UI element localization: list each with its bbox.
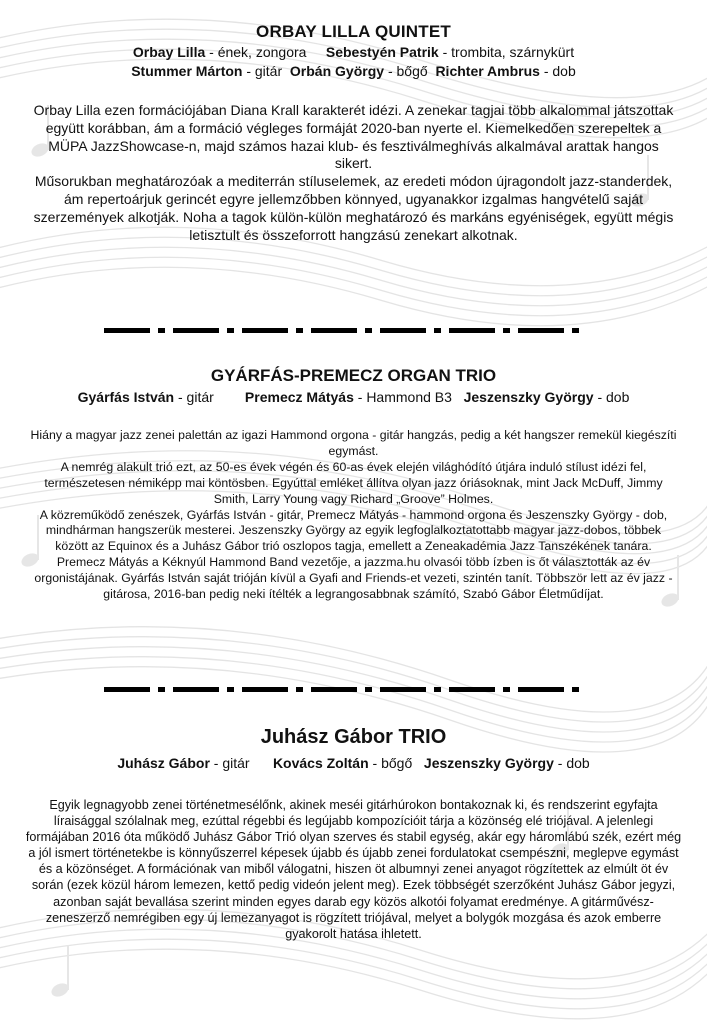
- member-name: Kovács Zoltán: [272, 755, 369, 771]
- member-role: - gitár: [174, 389, 214, 405]
- member-name: Richter Ambrus: [435, 63, 540, 79]
- member-name: Stummer Márton: [131, 63, 243, 79]
- member-role: - dob: [539, 63, 576, 79]
- description-paragraph: A közreműködő zenészek, Gyárfás István - gitár, Premecz Mátyás - hammond orgona és Jeszenszky György - dob, mindhárman hangszerük mesterei. Jeszenszky György az egyik legfoglalkoztatottabb magyar jazz-dobos, többek között az Equinox és a Juhász Gábor trió oszlopos tagja, emellett a Zeneakadémia Jazz Tanszékének tanára. Premecz Mátyás a Kéknyúl Hammond Band vezetője, a jazzma.hu olvasói több ízben is őt választották az év orgonistájának. Gyárfás István saját trióján kívül a Gyafi and Friends-et vezeti, szintén tanít. Többször lett az év jazz - gitárosa, 2016-ban pedig neki ítélték a legrangosabbnak számító, Szabó Gábor Életműdíjat.: [34, 507, 673, 602]
- member-name: Juhász Gábor: [117, 755, 210, 771]
- description-paragraph: Hiány a magyar jazz zenei palettán az igazi Hammond orgona - gitár hangzás, pedig a két hangszer remekül kiegészíti egymást.: [30, 428, 677, 458]
- section-description-gyarfas: [30, 428, 677, 603]
- member-role: - gitár: [209, 755, 250, 771]
- member-name: Sebestyén Patrik: [325, 44, 439, 60]
- member-role: - ének, zongora: [205, 44, 307, 60]
- member-role: - dob: [593, 389, 630, 405]
- member-name: Jeszenszky György: [423, 755, 554, 771]
- section-divider: [0, 326, 707, 336]
- members-line-1: [0, 44, 707, 60]
- members-line: [0, 389, 707, 405]
- description-paragraph: A nemrég alakult trió ezt, az 50-es évek végén és 60-as évek elején világhódító útjára induló stílust idézi fel, természetesen némiképp mai köntösben. Egyúttal emléket állítva olyan jazz óriásoknak, mint Jack McDuff, Jimmy Smith, Larry Young vagy Richard „Groove” Holmes.: [44, 459, 663, 506]
- members-line: [0, 755, 707, 771]
- member-name: Orbán György: [289, 63, 385, 79]
- member-name: Jeszenszky György: [463, 389, 594, 405]
- section-title-gyarfas: GYÁRFÁS-PREMECZ ORGAN TRIO: [210, 366, 497, 385]
- section-title-orbay: ORBAY LILLA QUINTET: [256, 22, 451, 41]
- member-role: - bőgő: [384, 63, 428, 79]
- member-name: Orbay Lilla: [132, 44, 206, 60]
- description-paragraph: Egyik legnagyobb zenei történetmesélőnk, akinek meséi gitárhúrokon bontakoznak ki, és rendszerint egyfajta líraisággal szólalnak meg, ezúttal régebbi és legújabb kompozícióit tárja a közönség elé triójával. A jelenlegi formájában 2016 óta működő Juhász Gábor Trió olyan szerves és stabil egység, akár egy háromlábú szék, ezért még a jól ismert történetekbe is könnyűszerrel képesek újabb és újabb zenei fordulatokat csempészni, meglepve egymást és a közönséget. A formációnak van miből válogatni, hiszen öt albumnyi zenei anyagot rögzítettek az elmúlt öt év során (ezek közül három lemezen, kettő pedig videón jelent meg). Ezek többségét szerzőként Juhász Gábor jegyzi, azonban saját bevallása szerint minden egyes darab egy közös alkotói folyamat eredménye. A gitárművész-zeneszerző nemrégiben egy új lemezanyagot is rögzített triójával, melyet a bolygók mozgása és azok emberre gyakorolt hatása ihletett.: [25, 798, 682, 941]
- section-divider: [0, 685, 707, 695]
- member-role: - Hammond B3: [353, 389, 452, 405]
- members-line-2: [0, 63, 707, 79]
- member-role: - trombita, szárnykürt: [438, 44, 575, 60]
- member-name: Premecz Mátyás: [244, 389, 354, 405]
- section-description-orbay: [30, 102, 677, 244]
- member-role: - gitár: [242, 63, 283, 79]
- member-role: - dob: [553, 755, 590, 771]
- description-paragraph: Orbay Lilla ezen formációjában Diana Krall karakterét idézi. A zenekar tagjai több alkalommal játszottak együtt korábban, ám a formáció végleges formáját 2020-ban nyerte el. Kiemelkedően szerepeltek a MÜPA JazzShowcase-n, majd számos hazai klub- és fesztiválmeghívás alkalmával arattak hangos sikert.: [33, 102, 674, 172]
- description-paragraph: Műsorukban meghatározóak a mediterrán stíluselemek, az eredeti módon újragondolt jazz-standerdek, ám repertoárjuk gerincét egyre jellemzőbben könnyed, ugyanakkor izgalmas hangvételű saját szerzemények alkotják. Noha a tagok külön-külön meghatározó és markáns egyéniségek, együtt mégis letisztult és összeforrott hangzású zenekart alkotnak.: [33, 173, 674, 243]
- member-name: Gyárfás István: [77, 389, 175, 405]
- section-title-juhasz: Juhász Gábor TRIO: [260, 726, 447, 748]
- member-role: - bőgő: [368, 755, 413, 771]
- section-description-juhasz: [25, 797, 682, 942]
